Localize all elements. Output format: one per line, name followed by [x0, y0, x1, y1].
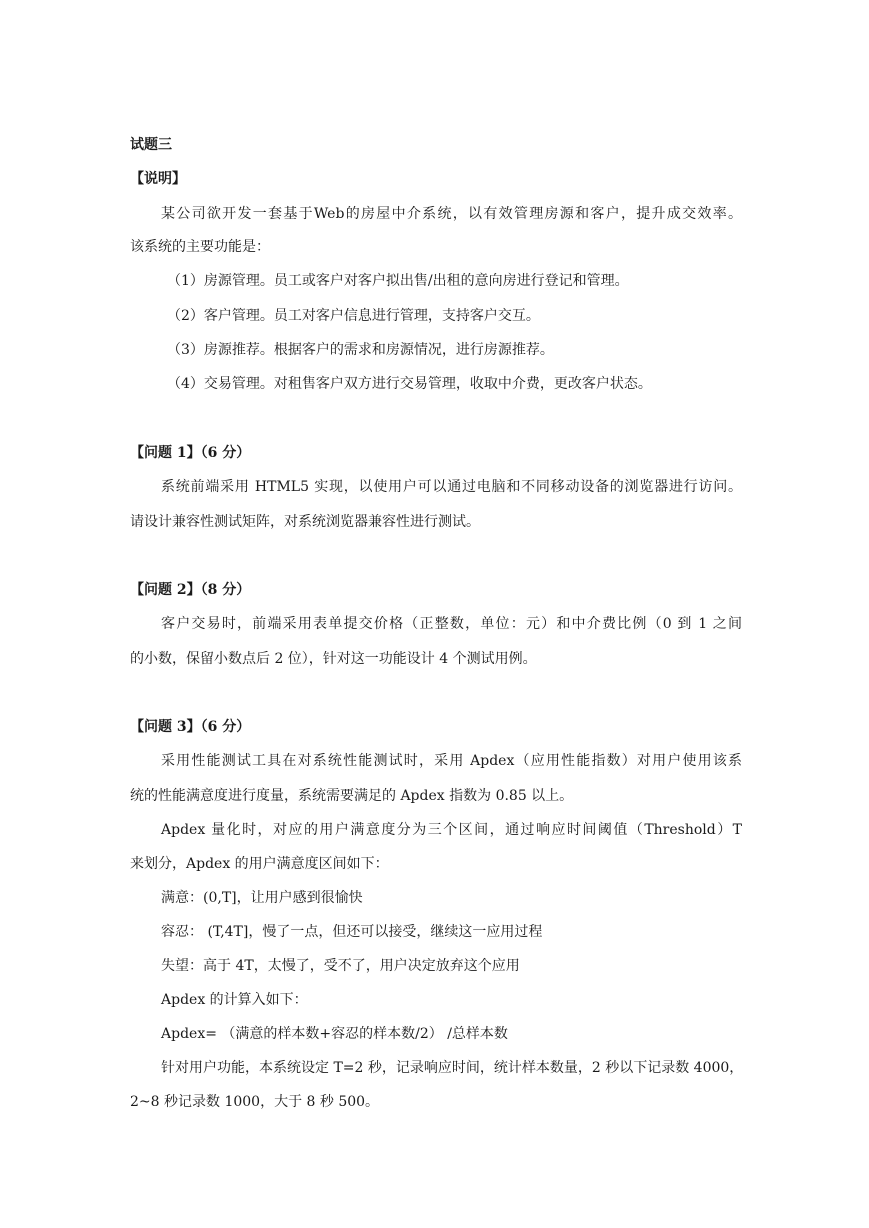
question-3-line: Apdex 量化时，对应的用户满意度分为三个区间，通过响应时间阈值（Threshold）T — [161, 822, 742, 838]
question-3-heading: 【问题 3】（6 分） — [130, 719, 251, 735]
question-2-line: 的小数，保留小数点后 2 位），针对这一功能设计 4 个测试用例。 — [130, 651, 537, 667]
question-3-line: 来划分，Apdex 的用户满意度区间如下： — [130, 856, 389, 872]
question-3-line: 满意：(0,T]，让用户感到很愉快 — [161, 890, 363, 906]
function-item: （1）房源管理。员工或客户对客户拟出售/出租的意向房进行登记和管理。 — [167, 273, 629, 289]
question-2-line: 客户交易时，前端采用表单提交价格（正整数，单位：元）和中介费比例（0 到 1 之间 — [161, 616, 742, 632]
function-item: （3）房源推荐。根据客户的需求和房源情况，进行房源推荐。 — [167, 342, 554, 358]
intro-line: 某公司欲开发一套基于Web的房屋中介系统，以有效管理房源和客户，提升成交效率。 — [161, 206, 742, 222]
question-3-line: 2~8 秒记录数 1000，大于 8 秒 500。 — [130, 1094, 380, 1110]
question-1-line: 系统前端采用 HTML5 实现，以使用户可以通过电脑和不同移动设备的浏览器进行访问。 — [161, 479, 742, 495]
question-3-line: Apdex 的计算入如下： — [161, 992, 308, 1008]
question-3-line: 容忍： (T,4T]，慢了一点，但还可以接受，继续这一应用过程 — [161, 924, 543, 940]
exam-title: 试题三 — [130, 137, 172, 153]
question-3-line: Apdex= （满意的样本数+容忍的样本数/2） /总样本数 — [161, 1026, 508, 1042]
question-3-line: 针对用户功能，本系统设定 T=2 秒，记录响应时间，统计样本数量，2 秒以下记录数 4000， — [161, 1060, 744, 1076]
intro-line: 该系统的主要功能是： — [130, 239, 270, 255]
question-2-heading: 【问题 2】（8 分） — [130, 582, 251, 598]
question-1-heading: 【问题 1】（6 分） — [130, 445, 251, 461]
question-1-line: 请设计兼容性测试矩阵，对系统浏览器兼容性进行测试。 — [130, 514, 480, 530]
function-item: （4）交易管理。对租售客户双方进行交易管理，收取中介费，更改客户状态。 — [167, 376, 652, 392]
function-item: （2）客户管理。员工对客户信息进行管理，支持客户交互。 — [167, 308, 540, 324]
section-label: 【说明】 — [130, 171, 186, 187]
question-3-line: 失望：高于 4T，太慢了，受不了，用户决定放弃这个应用 — [161, 958, 520, 974]
question-3-line: 采用性能测试工具在对系统性能测试时，采用 Apdex（应用性能指数）对用户使用该系 — [161, 753, 742, 769]
question-3-line: 统的性能满意度进行度量，系统需要满足的 Apdex 指数为 0.85 以上。 — [130, 788, 574, 804]
